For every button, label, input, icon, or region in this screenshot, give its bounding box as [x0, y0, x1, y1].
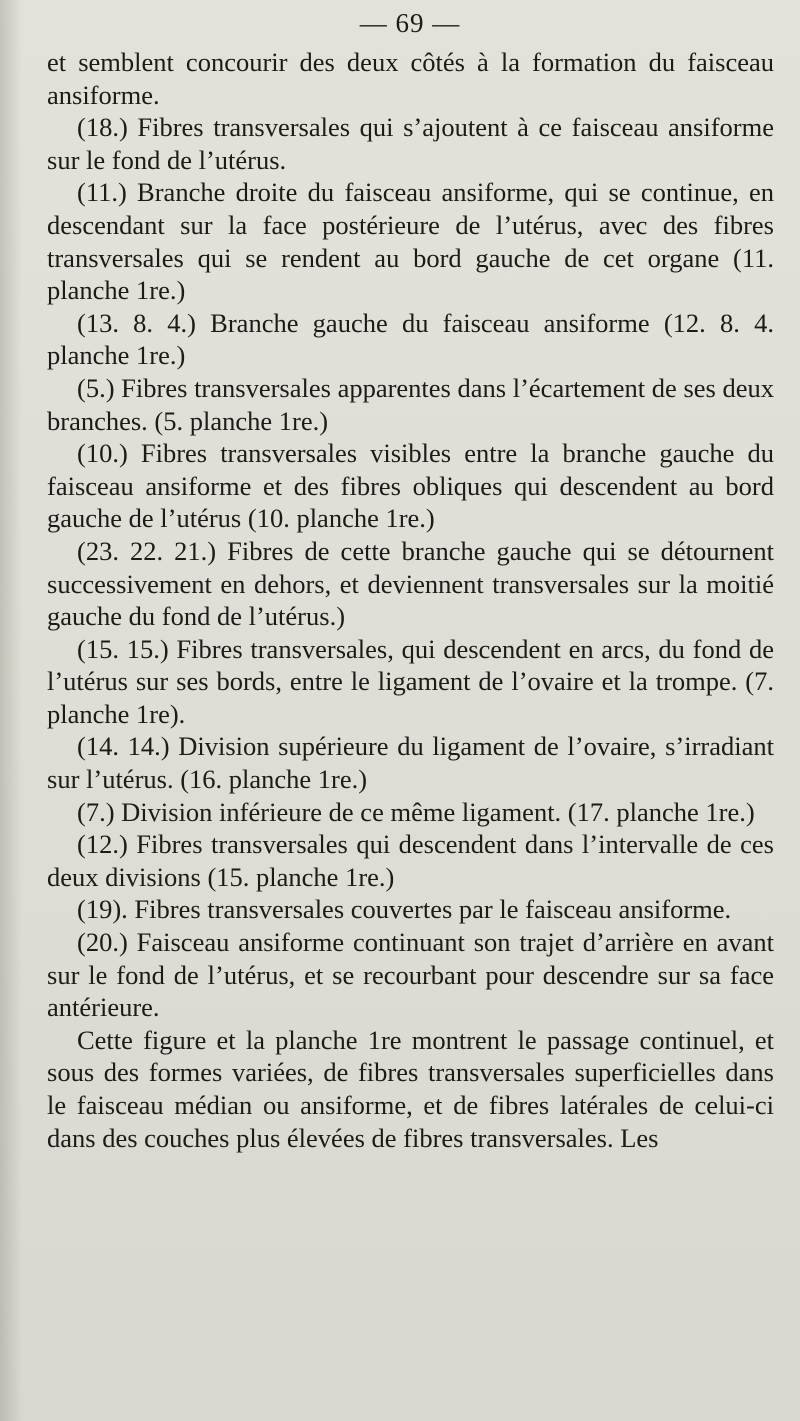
paragraph-item-15-15: (15. 15.) Fibres transversales, qui descendent en arcs, du fond de l’utérus sur ses bords, entre le ligament de l’ovaire et la trompe. (7. planche 1re).: [47, 633, 774, 729]
paragraph-item-23-22-21: (23. 22. 21.) Fibres de cette branche gauche qui se détournent successivement en dehors, et deviennent transversales sur la moitié gauche du fond de l’utérus.): [47, 535, 774, 632]
paragraph-item-20: (20.) Faisceau ansiforme continuant son trajet d’arrière en avant sur le fond de l’utérus, et se recourbant pour descendre sur sa face antérieure.: [47, 927, 774, 1023]
paragraph-item-14-14: (14. 14.) Division supérieure du ligament de l’ovaire, s’irradiant sur l’utérus. (16. planche 1re.): [47, 731, 774, 795]
binding-shadow: [0, 0, 22, 1421]
paragraph-item-10: (10.) Fibres transversales visibles entre la branche gauche du faisceau ansiforme et des fibres obliques qui descendent au bord gauche de l’utérus (10. planche 1re.): [47, 438, 774, 534]
paragraph-summary: Cette figure et la planche 1re montrent le passage continuel, et sous des formes variées, de fibres transversales superficielles dans le faisceau médian ou ansiforme, et de fibres latérales de celui-ci dans des couches plus élevées de fibres transversales. Les: [47, 1024, 774, 1153]
paragraph-item-19: (19). Fibres transversales couvertes par le faisceau ansiforme.: [77, 894, 732, 925]
paragraph-continuation: et semblent concourir des deux côtés à la formation du faisceau ansiforme.: [47, 47, 774, 110]
paragraph-item-18: (18.) Fibres transversales qui s’ajoutent à ce faisceau ansiforme sur le fond de l’utérus.: [47, 112, 774, 175]
page-number: — 69 —: [359, 8, 461, 38]
paragraph-item-11: (11.) Branche droite du faisceau ansiforme, qui se continue, en descendant sur la face postérieure de l’utérus, avec des fibres transversales qui se rendent au bord gauche de cet organe (11. planche 1re.): [47, 177, 774, 306]
paragraph-item-13-8-4: (13. 8. 4.) Branche gauche du faisceau ansiforme (12. 8. 4. planche 1re.): [47, 307, 774, 371]
body-text: [47, 46, 774, 1154]
paragraph-item-7: (7.) Division inférieure de ce même ligament. (17. planche 1re.): [77, 796, 755, 827]
paragraph-item-5: (5.) Fibres transversales apparentes dans l’écartement de ses deux branches. (5. planche 1re.): [47, 372, 774, 436]
paragraph-item-12: (12.) Fibres transversales qui descendent dans l’intervalle de ces deux divisions (15. planche 1re.): [47, 829, 774, 892]
